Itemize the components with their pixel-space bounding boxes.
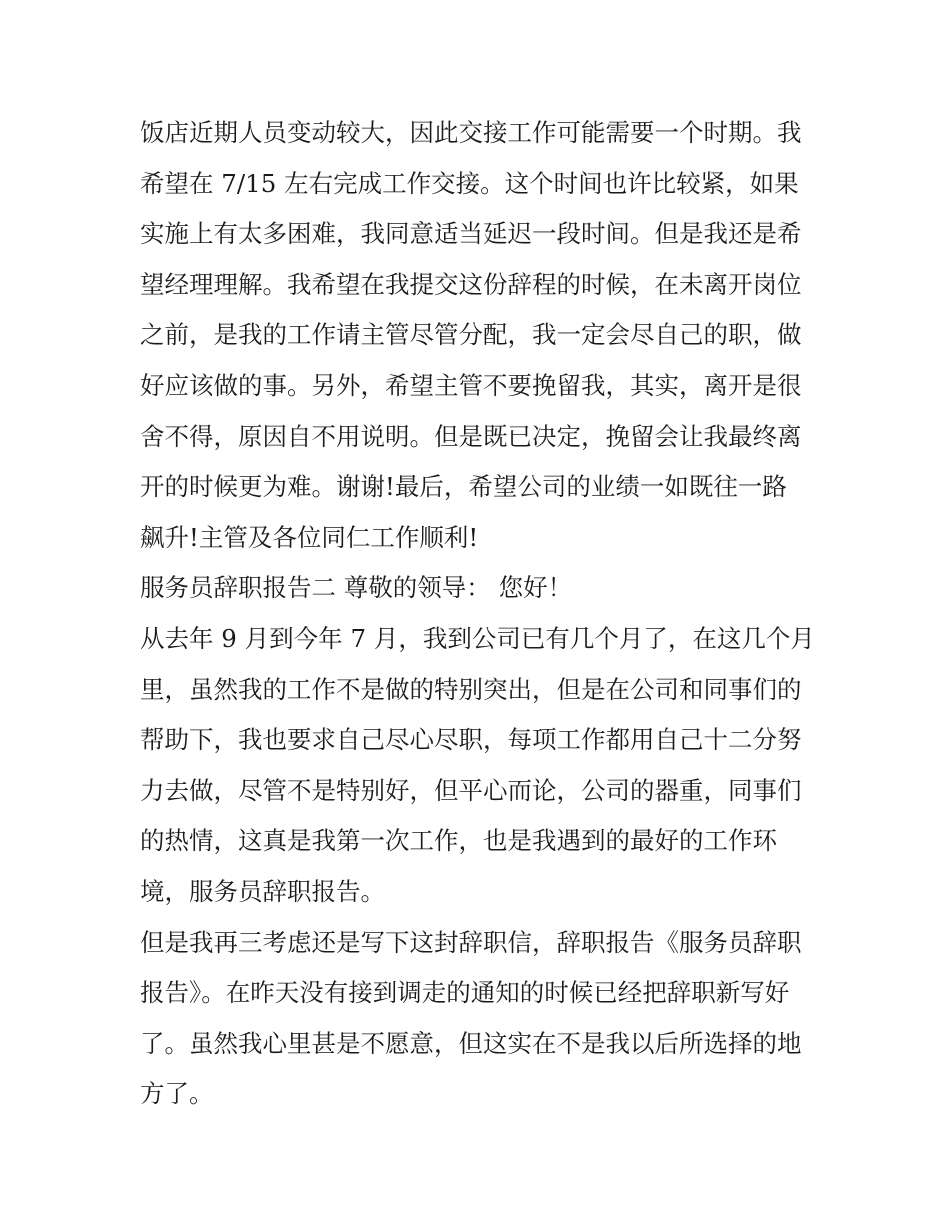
text-line: 希望在 7/15 左右完成工作交接。这个时间也许比较紧，如果	[140, 168, 799, 198]
text-line: 开的时候更为难。谢谢!最后，希望公司的业绩一如既往一路	[140, 472, 787, 502]
text-line: 帮助下，我也要求自己尽心尽职，每项工作都用自己十二分努	[140, 725, 802, 755]
text-line: 之前，是我的工作请主管尽管分配，我一定会尽自己的职，做	[140, 320, 802, 350]
text-line: 望经理理解。我希望在我提交这份辞程的时候，在未离开岗位	[140, 269, 802, 299]
text-line: 饭店近期人员变动较大，因此交接工作可能需要一个时期。我	[140, 118, 802, 147]
text-line: 舍不得，原因自不用说明。但是既已决定，挽留会让我最终离	[140, 421, 802, 451]
text-line: 的热情，这真是我第一次工作，也是我遇到的最好的工作环	[140, 826, 777, 856]
paragraph-decision	[140, 918, 820, 1120]
section-heading	[140, 563, 820, 614]
text-line: 但是我再三考虑还是写下这封辞职信，辞职报告《服务员辞职	[140, 927, 802, 957]
text-line: 从去年 9 月到今年 7 月，我到公司已有几个月了，在这几个月	[140, 623, 815, 653]
text-line: 境，服务员辞职报告。	[140, 876, 385, 906]
paragraph-handover	[140, 108, 820, 563]
document-body	[140, 108, 820, 1120]
text-line: 好应该做的事。另外，希望主管不要挽留我，其实，离开是很	[140, 370, 802, 400]
heading-line: 服务员辞职报告二 尊敬的领导： 您好！	[140, 573, 573, 603]
text-line: 方了。	[140, 1079, 214, 1109]
text-line: 力去做，尽管不是特别好，但平心而论，公司的器重，同事们	[140, 775, 802, 805]
text-line: 飙升!主管及各位同仁工作顺利!	[140, 522, 479, 552]
text-line: 报告》。在昨天没有接到调走的通知的时候已经把辞职新写好	[140, 978, 790, 1008]
paragraph-experience	[140, 614, 820, 918]
text-line: 了。虽然我心里甚是不愿意，但这实在不是我以后所选择的地	[140, 1028, 802, 1058]
text-line: 里，虽然我的工作不是做的特别突出，但是在公司和同事们的	[140, 674, 802, 704]
text-line: 实施上有太多困难，我同意适当延迟一段时间。但是我还是希	[140, 219, 802, 249]
